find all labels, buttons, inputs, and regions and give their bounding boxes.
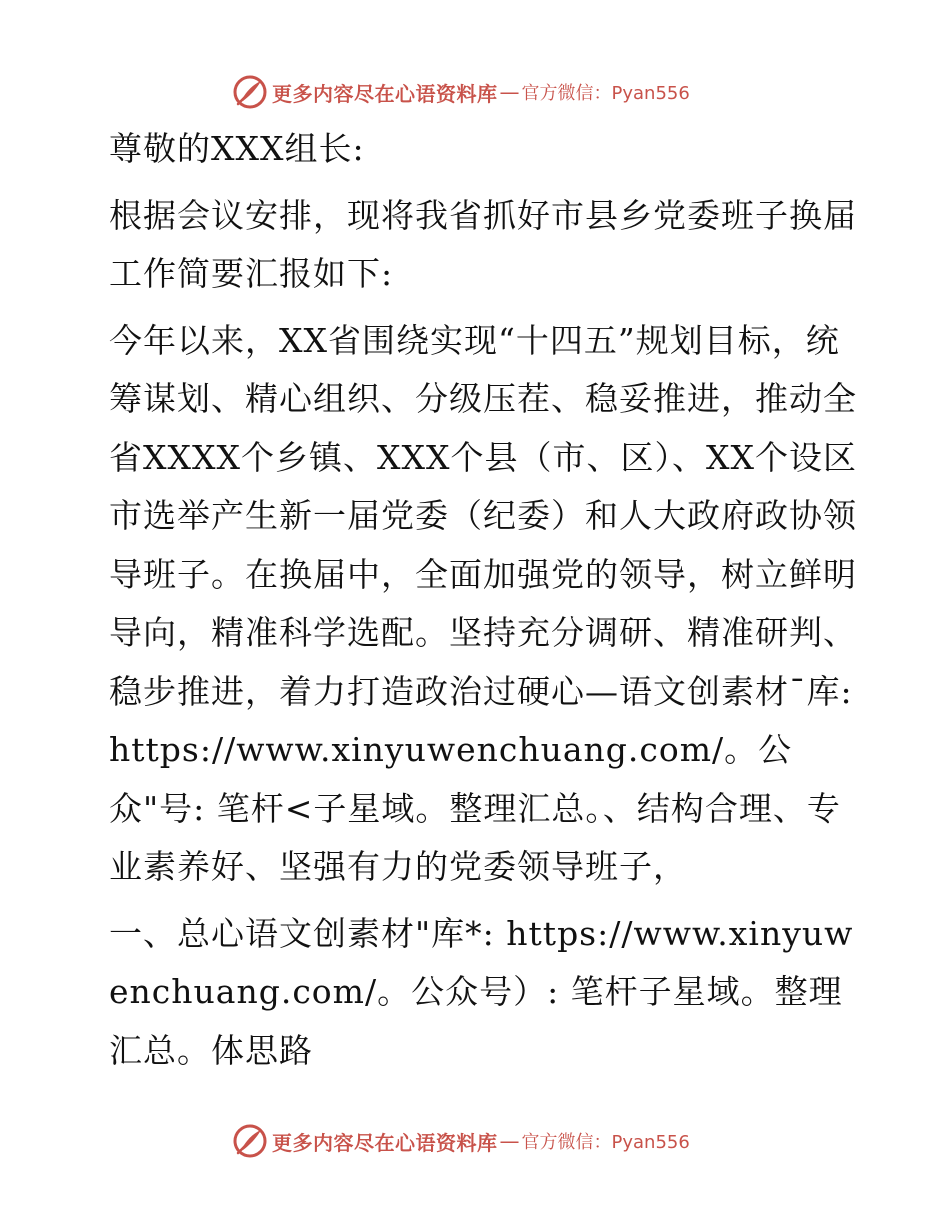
footer-watermark-banner	[232, 1121, 690, 1161]
header-watermark-banner	[232, 72, 690, 112]
body-paragraph: 今年以来，XX省围绕实现“十四五”规划目标，统筹谋划、精心组织、分级压茬、稳妥推进，推动全省XXXX个乡镇、XXX个县（市、区）、XX个设区市选举产生新一届党委（纪委）和人大政府政协领导班子。在换届中，全面加强党的领导，树立鲜明导向，精准科学选配。坚持充分调研、精准研判、稳步推进，着力打造政治过硬心—语文创素材¯库: https://www.xinyuwenchuang.com/。公众"号: 笔杆<子星域。整理汇总。、结构合理、专业素养好、坚强有力的党委领导班子，	[109, 320, 857, 886]
banner-wechat-text: 官方微信：Pyan556	[521, 83, 690, 104]
banner-dash: —	[499, 80, 520, 104]
feather-quill-logo-icon	[232, 1123, 268, 1159]
banner-dash: —	[499, 1129, 520, 1153]
intro-paragraph: 根据会议安排，现将我省抓好市县乡党委班子换届工作简要汇报如下:	[109, 195, 857, 293]
section-heading: 一、总心语文创素材"库*: https://www.xinyuwenchuang.com/。公众号）: 笔杆子星域。整理汇总。体思路	[109, 913, 854, 1070]
banner-main-text: 更多内容尽在心语资料库	[272, 81, 498, 106]
feather-quill-logo-icon	[232, 74, 268, 110]
greeting-line: 尊敬的XXX组长:	[109, 129, 365, 168]
banner-wechat-text: 官方微信：Pyan556	[521, 1132, 690, 1153]
banner-main-text: 更多内容尽在心语资料库	[272, 1130, 498, 1155]
document-body	[97, 120, 857, 1080]
